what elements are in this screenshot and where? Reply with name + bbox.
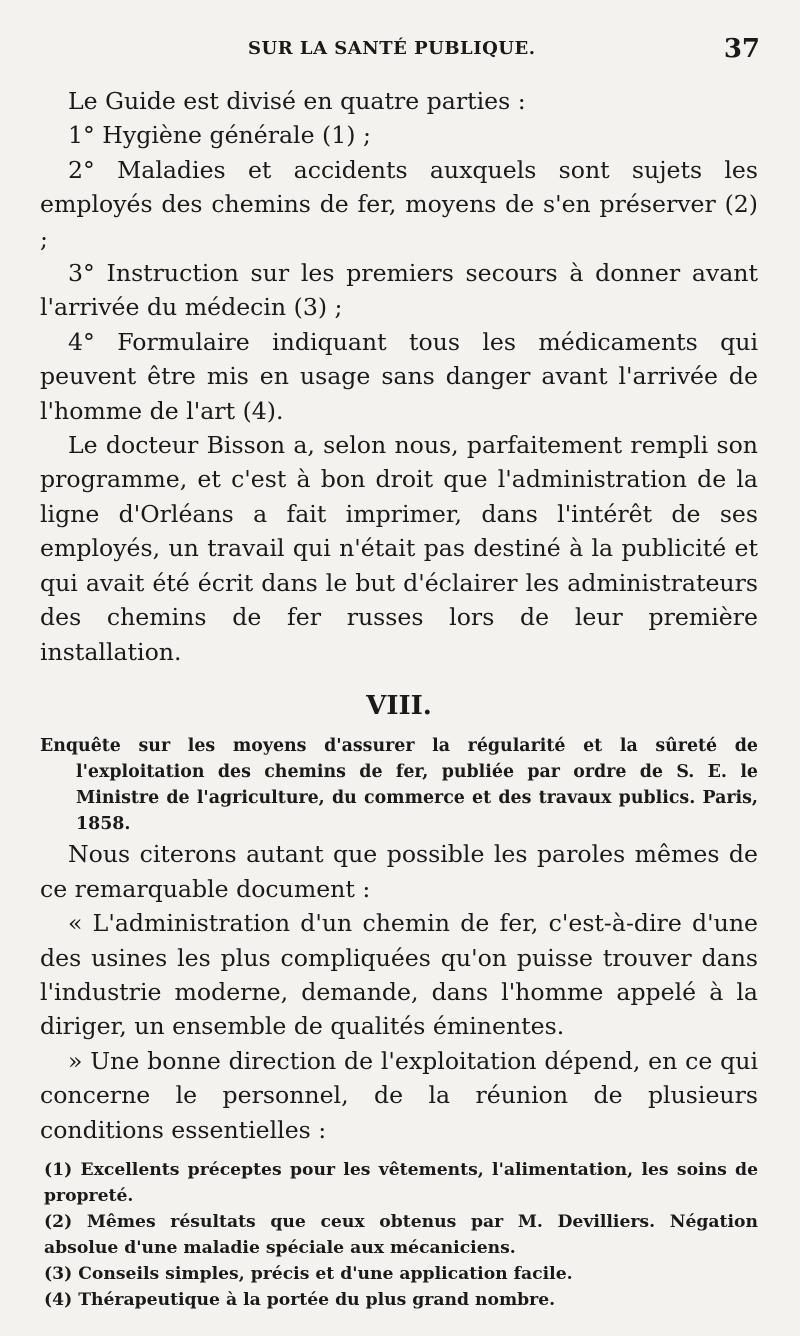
paragraph-quote-1: « L'administration d'un chemin de fer, c'est-à-dire d'une des usines les plus compliquées qu'on puisse trouver dans l'industrie moderne, demande, dans l'homme appelé à la diriger, un ensemble de qualités éminentes. xyxy=(40,909,758,1041)
footnotes xyxy=(40,1157,758,1313)
list-item-1: 1° Hygiène générale (1) ; xyxy=(68,121,371,150)
footnote-3: (3) Conseils simples, précis et d'une application facile. xyxy=(44,1263,573,1284)
page-number: 37 xyxy=(723,34,760,64)
section-number: VIII. xyxy=(366,690,432,721)
footnote-1: (1) Excellents préceptes pour les vêtements, l'alimentation, les soins de propreté. xyxy=(44,1159,758,1206)
footnote-2: (2) Mêmes résultats que ceux obtenus par M. Devilliers. Négation absolue d'une maladie spéciale aux mécaniciens. xyxy=(44,1211,758,1258)
section-subtitle: Enquête sur les moyens d'assurer la régularité et la sûreté de l'exploitation des chemins de fer, publiée par ordre de S. E. le Ministre de l'agriculture, du commerce et des travaux publics. Paris, 1858. xyxy=(40,736,758,835)
list-item-3: 3° Instruction sur les premiers secours à donner avant l'arrivée du médecin (3) ; xyxy=(40,259,758,322)
paragraph-citation-intro: Nous citerons autant que possible les paroles mêmes de ce remarquable document : xyxy=(40,840,758,903)
list-item-4: 4° Formulaire indiquant tous les médicaments qui peuvent être mis en usage sans danger avant l'arrivée de l'homme de l'art (4). xyxy=(40,327,758,425)
paragraph-guide-intro: Le Guide est divisé en quatre parties : xyxy=(68,87,526,115)
footnote-4: (4) Thérapeutique à la portée du plus grand nombre. xyxy=(44,1289,556,1310)
paragraph-bisson: Le docteur Bisson a, selon nous, parfaitement rempli son programme, et c'est à bon droit que l'administration de la ligne d'Orléans a fait imprimer, dans l'intérêt de ses employés, un travail qui n'était pas destiné à la publicité et qui avait été écrit dans le but d'éclairer les administrateurs des chemins de fer russes lors de leur première installation. xyxy=(40,431,758,666)
running-head: SUR LA SANTÉ PUBLIQUE. xyxy=(248,38,536,59)
list-item-2: 2° Maladies et accidents auxquels sont sujets les employés des chemins de fer, moyens de s'en préserver (2) ; xyxy=(40,155,758,253)
page-header xyxy=(40,34,760,74)
page-body xyxy=(40,84,758,1313)
paragraph-quote-2: » Une bonne direction de l'exploitation dépend, en ce qui concerne le personnel, de la réunion de plusieurs conditions essentielles : xyxy=(40,1046,758,1144)
